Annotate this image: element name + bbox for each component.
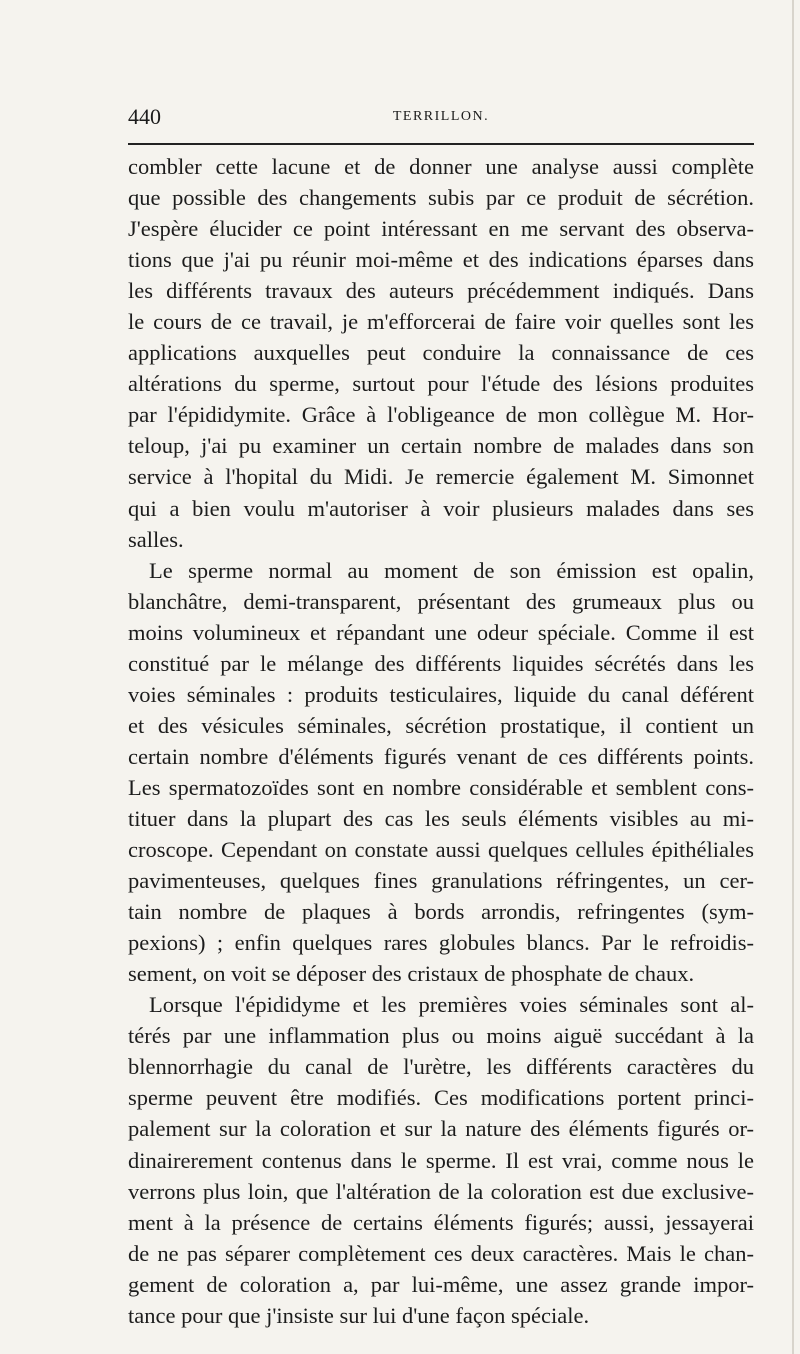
text-line: service à l'hopital du Midi. Je remercie également M. Simonnet — [128, 464, 754, 490]
text-line: Lorsque l'épididyme et les premières voies séminales sont al- — [149, 992, 754, 1018]
text-line: le cours de ce travail, je m'efforcerai de faire voir quelles sont les — [128, 309, 754, 335]
text-line: croscope. Cependant on constate aussi quelques cellules épithéliales — [128, 837, 754, 863]
text-line: Les spermatozoïdes sont en nombre considérable et semblent cons- — [128, 774, 754, 800]
text-line: teloup, j'ai pu examiner un certain nombre de malades dans son — [128, 433, 754, 459]
text-line: les différents travaux des auteurs précédemment indiqués. Dans — [128, 278, 754, 304]
text-line: applications auxquelles peut conduire la connaissance de ces — [128, 340, 754, 366]
text-line: altérations du sperme, surtout pour l'étude des lésions produites — [128, 371, 754, 397]
text-line: tance pour que j'insiste sur lui d'une façon spéciale. — [128, 1302, 590, 1328]
text-line: tituer dans la plupart des cas les seuls éléments visibles au mi- — [128, 805, 754, 831]
text-line: palement sur la coloration et sur la nature des éléments figurés or- — [128, 1116, 754, 1142]
text-line: combler cette lacune et de donner une analyse aussi complète — [128, 154, 754, 179]
header-rule — [128, 143, 754, 145]
page-number: 440 — [128, 104, 161, 129]
text-line: certain nombre d'éléments figurés venant de ces différents points. — [128, 743, 754, 769]
running-title: TERRILLON. — [392, 109, 490, 124]
paragraph-2 — [128, 555, 754, 990]
text-line: par l'épididymite. Grâce à l'obligeance de mon collègue M. Hor- — [128, 402, 754, 428]
text-line: ment à la présence de certains éléments figurés; aussi, jessayerai — [128, 1209, 754, 1235]
text-line: verrons plus loin, que l'altération de la coloration est due exclusive- — [128, 1178, 754, 1204]
text-line: moins volumineux et répandant une odeur spéciale. Comme il est — [128, 619, 754, 645]
text-line: gement de coloration a, par lui-même, une assez grande impor- — [128, 1271, 754, 1297]
text-line: salles. — [128, 526, 184, 552]
text-line: pexions) ; enfin quelques rares globules blancs. Par le refroidis- — [128, 930, 754, 956]
text-line: que possible des changements subis par ce produit de sécrétion. — [128, 185, 754, 211]
paragraph-1 — [128, 151, 754, 555]
text-line: qui a bien voulu m'autoriser à voir plusieurs malades dans ses — [128, 495, 754, 521]
body-text — [128, 151, 754, 1331]
text-line: Le sperme normal au moment de son émission est opalin, — [149, 557, 754, 583]
text-line: sperme peuvent être modifiés. Ces modifications portent princi- — [128, 1085, 754, 1111]
text-line: voies séminales : produits testiculaires, liquide du canal déférent — [128, 681, 754, 707]
text-line: tions que j'ai pu réunir moi-même et des indications éparses dans — [128, 247, 754, 273]
paragraph-3 — [128, 989, 754, 1331]
text-line: blanchâtre, demi-transparent, présentant des grumeaux plus ou — [128, 588, 754, 614]
text-line: pavimenteuses, quelques fines granulations réfringentes, un cer- — [128, 868, 754, 894]
text-line: J'espère élucider ce point intéressant en me servant des observa- — [128, 216, 754, 242]
text-line: constitué par le mélange des différents liquides sécrétés dans les — [128, 650, 754, 676]
page-header — [128, 104, 754, 134]
text-line: sement, on voit se déposer des cristaux de phosphate de chaux. — [128, 961, 695, 987]
text-line: térés par une inflammation plus ou moins aiguë succédant à la — [128, 1023, 754, 1049]
text-line: tain nombre de plaques à bords arrondis, refringentes (sym- — [128, 899, 754, 925]
text-line: et des vésicules séminales, sécrétion prostatique, il contient un — [128, 712, 754, 738]
text-line: dinairerement contenus dans le sperme. Il est vrai, comme nous le — [128, 1147, 754, 1173]
text-line: blennorrhagie du canal de l'urètre, les différents caractères du — [128, 1054, 754, 1080]
text-line: de ne pas séparer complètement ces deux caractères. Mais le chan- — [128, 1240, 754, 1266]
page-edge — [792, 0, 794, 1354]
